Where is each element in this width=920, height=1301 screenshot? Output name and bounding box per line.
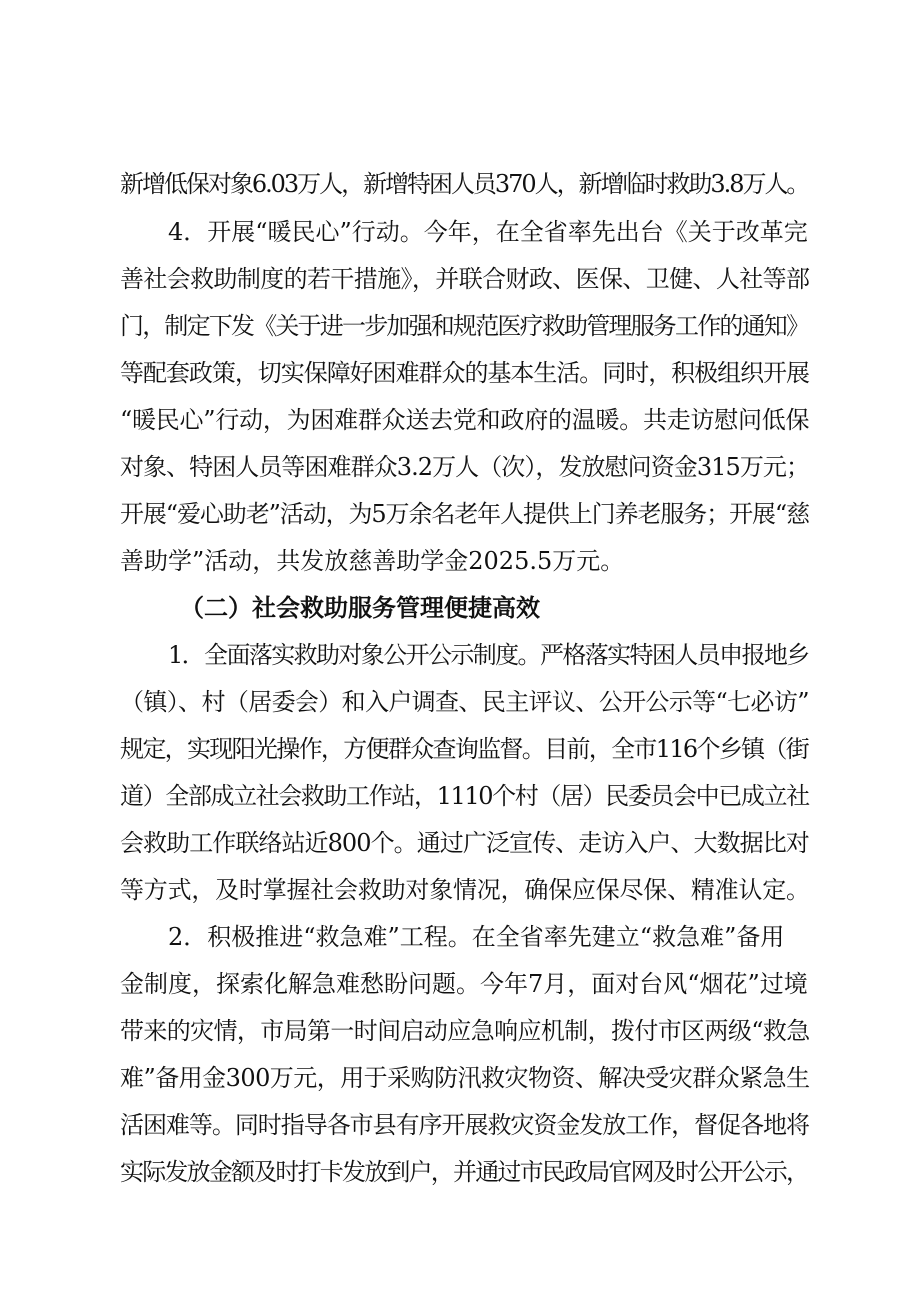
paragraph-line: 活困难等。同时指导各市县有序开展救灾资金发放工作，督促各地将 xyxy=(120,1111,809,1139)
paragraph-line: 对象、特困人员等困难群众3.2万人（次），发放慰问资金315万元； xyxy=(120,453,810,481)
paragraph-line: 门，制定下发《关于进一步加强和规范医疗救助管理服务工作的通知》 xyxy=(120,312,809,340)
paragraph-line: 规定，实现阳光操作，方便群众查询监督。目前，全市116个乡镇（街 xyxy=(120,735,809,763)
paragraph-line: 等方式，及时掌握社会救助对象情况，确保应保尽保、精准认定。 xyxy=(120,876,810,904)
paragraph-line: 善社会救助制度的若干措施》，并联合财政、医保、卫健、人社等部 xyxy=(120,265,810,293)
paragraph-line: 道）全部成立社会救助工作站，1110个村（居）民委员会中已成立社 xyxy=(120,782,809,810)
paragraph-line: 1．全面落实救助对象公开公示制度。严格落实特困人员申报地乡 xyxy=(168,641,809,669)
paragraph-line: 开展“爱心助老”活动，为5万余名老年人提供上门养老服务；开展“慈 xyxy=(120,500,809,528)
paragraph-line: 2．积极推进“救急难”工程。在全省率先建立“救急难”备用 xyxy=(168,923,785,951)
paragraph-line: 等配套政策，切实保障好困难群众的基本生活。同时，积极组织开展 xyxy=(120,359,809,387)
section-heading: （二）社会救助服务管理便捷高效 xyxy=(180,594,540,622)
paragraph-line: 带来的灾情，市局第一时间启动应急响应机制，拨付市区两级“救急 xyxy=(120,1017,810,1045)
paragraph-line: “暖民心”行动，为困难群众送去党和政府的温暖。共走访慰问低保 xyxy=(120,406,810,434)
paragraph-line: 实际发放金额及时打卡发放到户，并通过市民政局官网及时公开公示， xyxy=(120,1158,809,1186)
paragraph-line: （镇）、村（居委会）和入户调查、民主评议、公开公示等“七必访” xyxy=(120,688,809,716)
paragraph-line: 4．开展“暖民心”行动。今年，在全省率先出台《关于改革完 xyxy=(168,218,808,246)
paragraph-line: 会救助工作联络站近800个。通过广泛宣传、走访入户、大数据比对 xyxy=(120,829,809,857)
paragraph-line: 难”备用金300万元，用于采购防汛救灾物资、解决受灾群众紧急生 xyxy=(120,1064,810,1092)
paragraph-line: 新增低保对象6.03万人，新增特困人员370人，新增临时救助3.8万人。 xyxy=(120,170,809,198)
paragraph-line: 善助学”活动，共发放慈善助学金2025.5万元。 xyxy=(120,547,625,575)
paragraph-line: 金制度，探索化解急难愁盼问题。今年7月，面对台风“烟花”过境 xyxy=(120,970,808,998)
